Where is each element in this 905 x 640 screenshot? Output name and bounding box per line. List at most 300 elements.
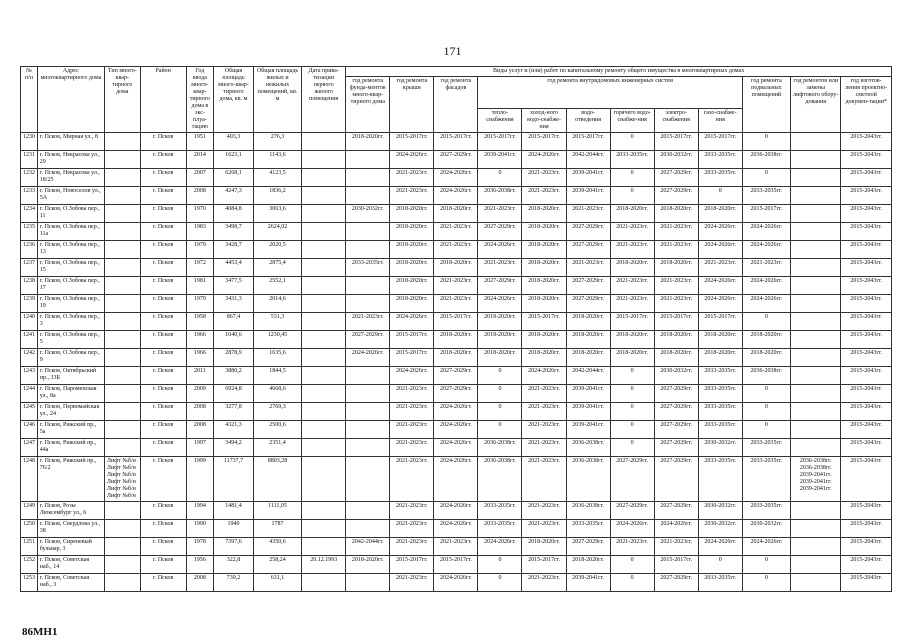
- table-cell: 2878,9: [214, 349, 254, 367]
- table-cell: [104, 277, 140, 295]
- table-cell: 4247,3: [214, 187, 254, 205]
- table-cell: 2021-2023гг.: [566, 205, 610, 223]
- table-cell: 2018-2020гг.: [654, 349, 698, 367]
- table-cell: 2008: [186, 403, 213, 421]
- table-cell: 2021-2023гг.: [390, 439, 434, 457]
- table-cell: 1972: [186, 259, 213, 277]
- table-cell: 1252: [21, 556, 38, 574]
- table-cell: 2039-2041гг.: [566, 574, 610, 592]
- table-cell: 2027-2029гг.: [566, 295, 610, 313]
- table-cell: 2027-2029гг.: [566, 241, 610, 259]
- table-cell: 2021-2023гг.: [610, 295, 654, 313]
- table-cell: 2024-2026гг.: [434, 169, 478, 187]
- table-cell: г. Псков, О.Зобова пер., 11а: [37, 223, 104, 241]
- table-cell: 2033-2035гг.: [478, 502, 522, 520]
- table-cell: 2024-2026гг.: [434, 439, 478, 457]
- table-cell: 2033-2035гг.: [742, 457, 790, 502]
- table-cell: 1970: [186, 205, 213, 223]
- table-row: [21, 385, 892, 403]
- table-cell: [791, 133, 841, 151]
- table-cell: 1481,4: [214, 502, 254, 520]
- table-cell: 2015-2043гг.: [841, 574, 892, 592]
- table-cell: 2015-2043гг.: [841, 349, 892, 367]
- table-cell: 0: [610, 556, 654, 574]
- table-cell: 2021-2023гг.: [698, 259, 742, 277]
- table-cell: [791, 520, 841, 538]
- table-cell: 2021-2023гг.: [654, 538, 698, 556]
- table-cell: [104, 385, 140, 403]
- table-cell: [104, 133, 140, 151]
- table-cell: 2015-2043гг.: [841, 313, 892, 331]
- table-cell: 1251: [21, 538, 38, 556]
- table-cell: 2030-2032гг.: [654, 151, 698, 169]
- table-cell: 1249: [21, 502, 38, 520]
- table-cell: 3431,3: [214, 295, 254, 313]
- table-row: [21, 538, 892, 556]
- table-cell: 2015-2043гг.: [841, 403, 892, 421]
- table-cell: 2027-2029гг.: [654, 403, 698, 421]
- table-row: [21, 277, 892, 295]
- table-cell: 2015-2043гг.: [841, 520, 892, 538]
- table-cell: [791, 403, 841, 421]
- table-cell: г. Псков, Первомайская ул., 24: [37, 403, 104, 421]
- table-cell: 2042-2044гг.: [566, 367, 610, 385]
- table-cell: 2039-2041гг.: [566, 169, 610, 187]
- table-cell: 2021-2023гг.: [390, 457, 434, 502]
- table-cell: 2015-2043гг.: [841, 169, 892, 187]
- table-cell: г. Псков, Новоселов ул., 5А: [37, 187, 104, 205]
- table-row: [21, 223, 892, 241]
- table-cell: г. Псков, О.Зобова пер., 13: [37, 241, 104, 259]
- table-cell: 2024-2026гг.: [434, 574, 478, 592]
- table-cell: [346, 241, 390, 259]
- table-cell: [302, 241, 346, 259]
- table-cell: 2024-2026гг.: [478, 295, 522, 313]
- table-cell: [302, 259, 346, 277]
- table-cell: 2027-2029гг.: [654, 439, 698, 457]
- table-cell: 1235: [21, 223, 38, 241]
- table-cell: 2018-2020гг.: [698, 205, 742, 223]
- table-cell: 2027-2029гг.: [434, 385, 478, 403]
- table-cell: 0: [478, 421, 522, 439]
- table-cell: 1787: [253, 520, 301, 538]
- table-cell: 2036-2038гг.: [742, 367, 790, 385]
- table-cell: [346, 502, 390, 520]
- table-cell: 6924,8: [214, 385, 254, 403]
- table-cell: г. Псков: [140, 313, 186, 331]
- table-cell: 1990: [186, 520, 213, 538]
- table-cell: 2024-2026гг.: [742, 538, 790, 556]
- table-cell: 2015-2017гг.: [434, 556, 478, 574]
- table-cell: [791, 241, 841, 259]
- table-cell: 2021-2023гг.: [390, 502, 434, 520]
- table-cell: 2018-2020гг.: [390, 259, 434, 277]
- table-cell: [104, 241, 140, 259]
- table-cell: 0: [610, 574, 654, 592]
- table-cell: 2033-2035гг.: [698, 367, 742, 385]
- table-cell: г. Псков: [140, 223, 186, 241]
- table-cell: 2036-2038гг.: [478, 457, 522, 502]
- table-cell: Лифт №б/н Лифт №б/н Лифт №б/н Лифт №б/н Лифт №б/н Лифт №б/н: [104, 457, 140, 502]
- table-cell: 2036-2038гг.: [478, 439, 522, 457]
- table-cell: 2039-2041гг.: [478, 151, 522, 169]
- table-cell: 2015-2043гг.: [841, 556, 892, 574]
- table-cell: г. Псков, Некрасова ул., 18/25: [37, 169, 104, 187]
- table-cell: 322,8: [214, 556, 254, 574]
- column-header: холод-ного водо-снабже-ния: [522, 109, 566, 133]
- table-cell: 2021-2023гг.: [742, 259, 790, 277]
- table-cell: 2018-2020гг.: [522, 349, 566, 367]
- table-cell: 2018-2020гг.: [478, 313, 522, 331]
- table-cell: 2033-2035гг.: [698, 574, 742, 592]
- table-cell: 0: [610, 133, 654, 151]
- table-cell: 2018-2020гг.: [742, 349, 790, 367]
- table-row: [21, 259, 892, 277]
- table-cell: 0: [478, 367, 522, 385]
- table-cell: 2015-2017гг.: [522, 133, 566, 151]
- table-cell: 6268,1: [214, 169, 254, 187]
- table-cell: 2018-2020гг.: [654, 205, 698, 223]
- table-cell: 0: [698, 187, 742, 205]
- table-cell: [104, 421, 140, 439]
- table-cell: г. Псков, О.Зобова пер., 9: [37, 349, 104, 367]
- table-cell: 2015-2017гг.: [522, 556, 566, 574]
- table-cell: 2036-2038гг. 2036-2038гг. 2039-2041гг. 2039-2041гг. 2039-2041гг.: [791, 457, 841, 502]
- table-cell: 2039-2041гг.: [566, 403, 610, 421]
- table-cell: 0: [698, 556, 742, 574]
- table-cell: [791, 538, 841, 556]
- table-cell: г. Псков: [140, 574, 186, 592]
- table-cell: 2015-2017гг.: [522, 313, 566, 331]
- table-cell: [302, 574, 346, 592]
- table-cell: [346, 187, 390, 205]
- table-cell: [302, 169, 346, 187]
- table-cell: 2018-2020гг.: [566, 556, 610, 574]
- table-cell: 1983: [186, 223, 213, 241]
- column-header: тепло-снабжения: [478, 109, 522, 133]
- table-cell: 0: [610, 385, 654, 403]
- table-cell: 2875,4: [253, 259, 301, 277]
- table-cell: 1997: [186, 439, 213, 457]
- table-cell: [791, 295, 841, 313]
- table-cell: 1230,45: [253, 331, 301, 349]
- table-cell: 2036-2038гг.: [566, 457, 610, 502]
- column-header: Дата прива-тизации первого жилого помещения: [302, 67, 346, 133]
- table-cell: 2015-2017гг.: [698, 133, 742, 151]
- table-cell: 2015-2043гг.: [841, 133, 892, 151]
- table-cell: 1232: [21, 169, 38, 187]
- table-cell: 2021-2023гг.: [478, 259, 522, 277]
- table-cell: 0: [478, 574, 522, 592]
- table-cell: 2030-2032гг.: [698, 439, 742, 457]
- table-cell: 2015-2017гг.: [390, 133, 434, 151]
- table-cell: 2021-2023гг.: [522, 187, 566, 205]
- table-cell: г. Псков: [140, 403, 186, 421]
- table-cell: 2027-2029гг.: [566, 223, 610, 241]
- table-cell: 2021-2023гг.: [434, 538, 478, 556]
- table-cell: 4668,6: [253, 385, 301, 403]
- table-cell: 2020,5: [253, 241, 301, 259]
- table-cell: 2018-2020гг.: [390, 277, 434, 295]
- table-cell: [302, 187, 346, 205]
- table-cell: 1999: [186, 457, 213, 502]
- table-cell: 2021-2023гг.: [522, 403, 566, 421]
- table-cell: [104, 205, 140, 223]
- table-cell: 2021-2023гг.: [390, 403, 434, 421]
- table-cell: 2024-2026гг.: [654, 520, 698, 538]
- column-header: водо-отведения: [566, 109, 610, 133]
- table-cell: 2018-2020гг.: [346, 556, 390, 574]
- table-cell: [104, 295, 140, 313]
- table-cell: 2018-2020гг.: [390, 241, 434, 259]
- table-cell: 2015-2043гг.: [841, 421, 892, 439]
- table-cell: 2027-2029гг.: [346, 331, 390, 349]
- table-cell: 2042-2044гг.: [566, 151, 610, 169]
- table-header: [21, 67, 892, 133]
- table-cell: 2036-2038гг.: [478, 187, 522, 205]
- table-cell: 403,3: [214, 133, 254, 151]
- table-cell: 2018-2020гг.: [566, 349, 610, 367]
- table-cell: г. Псков: [140, 520, 186, 538]
- table-cell: 2015-2043гг.: [841, 295, 892, 313]
- table-cell: 0: [742, 133, 790, 151]
- table-cell: 20.12.1993: [302, 556, 346, 574]
- table-cell: 1245: [21, 403, 38, 421]
- table-cell: 2009: [186, 385, 213, 403]
- table-cell: 2036-2038гг.: [742, 151, 790, 169]
- table-cell: [791, 331, 841, 349]
- table-cell: [791, 367, 841, 385]
- table-cell: 2024-2026гг.: [434, 421, 478, 439]
- table-cell: 2018-2020гг.: [654, 331, 698, 349]
- table-cell: 2021-2023гг.: [434, 295, 478, 313]
- table-cell: 2021-2023гг.: [610, 241, 654, 259]
- table-cell: [346, 439, 390, 457]
- table-cell: 2018-2020гг.: [698, 331, 742, 349]
- table-cell: 2027-2029гг.: [478, 223, 522, 241]
- table-cell: 2033-2035гг.: [698, 151, 742, 169]
- table-cell: [791, 421, 841, 439]
- table-cell: 2021-2023гг.: [390, 421, 434, 439]
- table-cell: 2021-2023гг.: [390, 520, 434, 538]
- table-cell: 0: [610, 403, 654, 421]
- table-cell: г. Псков: [140, 457, 186, 502]
- table-cell: 276,3: [253, 133, 301, 151]
- table-cell: 258,24: [253, 556, 301, 574]
- table-cell: [302, 331, 346, 349]
- table-cell: 2021-2023гг.: [566, 259, 610, 277]
- table-cell: 0: [742, 556, 790, 574]
- table-cell: 2021-2023гг.: [434, 223, 478, 241]
- table-cell: 3498,7: [214, 223, 254, 241]
- table-cell: [791, 259, 841, 277]
- table-cell: 2036-2038гг.: [566, 439, 610, 457]
- table-cell: 531,3: [253, 313, 301, 331]
- table-cell: 2021-2023гг.: [522, 421, 566, 439]
- table-cell: [104, 403, 140, 421]
- table-cell: [302, 457, 346, 502]
- table-cell: [791, 169, 841, 187]
- table-cell: 2018-2020гг.: [478, 349, 522, 367]
- table-cell: [302, 385, 346, 403]
- column-header: электро-снабжения: [654, 109, 698, 133]
- table-cell: 0: [478, 385, 522, 403]
- table-cell: 2024-2026гг.: [478, 241, 522, 259]
- table-cell: [104, 439, 140, 457]
- table-cell: [302, 205, 346, 223]
- table-cell: 2021-2023гг.: [522, 574, 566, 592]
- table-cell: г. Псков: [140, 259, 186, 277]
- table-cell: 11737,7: [214, 457, 254, 502]
- table-cell: 2039-2041гг.: [566, 421, 610, 439]
- table-row: [21, 349, 892, 367]
- table-cell: [302, 295, 346, 313]
- table-cell: 2024-2026гг.: [698, 241, 742, 259]
- table-cell: 1981: [186, 277, 213, 295]
- table-cell: 0: [742, 421, 790, 439]
- table-cell: [346, 421, 390, 439]
- table-cell: 1241: [21, 331, 38, 349]
- table-cell: г. Псков, Пароменская ул., 8а: [37, 385, 104, 403]
- table-cell: 1248: [21, 457, 38, 502]
- table-cell: 2015-2017гг.: [742, 205, 790, 223]
- table-cell: г. Псков, Сиреневый бульвар, 3: [37, 538, 104, 556]
- table-cell: [104, 313, 140, 331]
- table-row: [21, 313, 892, 331]
- table-cell: 2024-2026гг.: [698, 538, 742, 556]
- table-cell: 2018-2020гг.: [522, 259, 566, 277]
- table-cell: 2624,02: [253, 223, 301, 241]
- table-cell: г. Псков: [140, 187, 186, 205]
- table-cell: 2024-2026гг.: [390, 151, 434, 169]
- table-cell: 2015-2043гг.: [841, 151, 892, 169]
- table-cell: 2033-2035гг.: [698, 385, 742, 403]
- table-cell: 2769,3: [253, 403, 301, 421]
- table-cell: 0: [742, 169, 790, 187]
- table-cell: 2021-2023гг.: [522, 439, 566, 457]
- table-cell: 2552,1: [253, 277, 301, 295]
- table-cell: 2021-2023гг.: [654, 277, 698, 295]
- table-cell: 1844,5: [253, 367, 301, 385]
- table-cell: 2027-2029гг.: [654, 457, 698, 502]
- table-cell: г. Псков: [140, 421, 186, 439]
- table-cell: [104, 259, 140, 277]
- table-cell: 2018-2020гг.: [610, 205, 654, 223]
- table-cell: [791, 313, 841, 331]
- table-cell: [791, 502, 841, 520]
- table-cell: г. Псков: [140, 439, 186, 457]
- table-cell: 0: [742, 385, 790, 403]
- table-cell: 2008: [186, 574, 213, 592]
- table-cell: 2015-2017гг.: [434, 313, 478, 331]
- table-cell: 1966: [186, 331, 213, 349]
- table-cell: [302, 133, 346, 151]
- table-cell: 2024-2026гг.: [434, 502, 478, 520]
- table-cell: [302, 502, 346, 520]
- table-cell: 2015-2017гг.: [654, 133, 698, 151]
- table-cell: 2015-2043гг.: [841, 502, 892, 520]
- column-header: Тип много-квар-тирного дома: [104, 67, 140, 133]
- table-cell: 3494,2: [214, 439, 254, 457]
- column-header: Адрес многоквартирного дома: [37, 67, 104, 133]
- table-cell: [104, 367, 140, 385]
- table-cell: 2021-2023гг.: [522, 385, 566, 403]
- table-cell: 2030-2032гг.: [698, 502, 742, 520]
- table-cell: 2033-2035гг.: [698, 457, 742, 502]
- table-row: [21, 403, 892, 421]
- column-header: Общая площадь жилых и нежилых помещений, кв. м: [253, 67, 301, 133]
- table-cell: [104, 574, 140, 592]
- table-cell: 2024-2026гг.: [390, 313, 434, 331]
- table-cell: 0: [478, 556, 522, 574]
- table-cell: 2014,6: [253, 295, 301, 313]
- table-cell: 2015-2043гг.: [841, 439, 892, 457]
- table-cell: 2033-2035гг.: [742, 502, 790, 520]
- table-cell: [346, 277, 390, 295]
- table-cell: 2021-2023гг.: [610, 223, 654, 241]
- table-cell: 0: [742, 313, 790, 331]
- table-cell: 1250: [21, 520, 38, 538]
- table-cell: 2351,4: [253, 439, 301, 457]
- table-cell: 2027-2029гг.: [434, 367, 478, 385]
- table-cell: 2027-2029гг.: [654, 421, 698, 439]
- table-cell: 2021-2023гг.: [610, 277, 654, 295]
- table-cell: 4084,8: [214, 205, 254, 223]
- table-row: [21, 574, 892, 592]
- table-cell: 2024-2026гг.: [390, 367, 434, 385]
- table-cell: [791, 151, 841, 169]
- table-cell: 2024-2026гг.: [478, 538, 522, 556]
- table-cell: г. Псков, Советская наб., 14: [37, 556, 104, 574]
- table-cell: 2033-2035гг.: [742, 187, 790, 205]
- table-cell: 2018-2020гг.: [434, 349, 478, 367]
- table-cell: 1230: [21, 133, 38, 151]
- table-cell: 2021-2023гг.: [390, 574, 434, 592]
- table-cell: 1236: [21, 241, 38, 259]
- table-cell: г. Псков: [140, 349, 186, 367]
- table-cell: 2021-2023гг.: [610, 538, 654, 556]
- table-cell: г. Псков: [140, 133, 186, 151]
- table-cell: [346, 574, 390, 592]
- table-cell: 2024-2026гг.: [434, 520, 478, 538]
- table-cell: [302, 277, 346, 295]
- table-cell: 2021-2023гг.: [434, 277, 478, 295]
- table-cell: 2018-2020гг.: [390, 295, 434, 313]
- table-cell: 1836,2: [253, 187, 301, 205]
- table-cell: г. Псков, Рижский пр., 5а: [37, 421, 104, 439]
- table-cell: 2018-2020гг.: [434, 259, 478, 277]
- table-row: [21, 421, 892, 439]
- table-row: [21, 439, 892, 457]
- table-cell: 1966: [186, 349, 213, 367]
- table-cell: [791, 349, 841, 367]
- table-cell: 2027-2029гг.: [566, 538, 610, 556]
- column-header: год ремонта фунда-ментов много-квар-тирного дома: [346, 77, 390, 133]
- table-cell: 2033-2035гг.: [698, 403, 742, 421]
- table-cell: 1238: [21, 277, 38, 295]
- table-cell: г. Псков, Некрасова ул., 29: [37, 151, 104, 169]
- table-cell: 2015-2017гг.: [390, 556, 434, 574]
- table-cell: 0: [742, 574, 790, 592]
- table-cell: 2027-2029гг.: [654, 385, 698, 403]
- table-cell: 2030-2032гг.: [698, 520, 742, 538]
- table-cell: 2014: [186, 151, 213, 169]
- table-cell: 1237: [21, 259, 38, 277]
- column-header: газо-снабже-ния: [698, 109, 742, 133]
- table-cell: 7397,6: [214, 538, 254, 556]
- table-cell: 2018-2020гг.: [434, 331, 478, 349]
- table-cell: 1040,6: [214, 331, 254, 349]
